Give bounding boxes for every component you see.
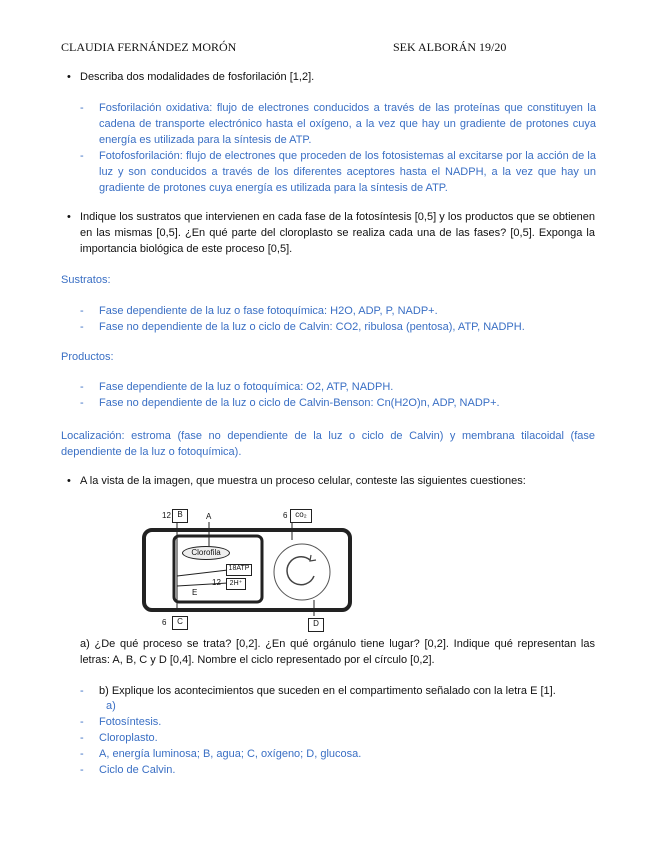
photosynthesis-diagram — [140, 500, 370, 640]
producto-item: - Fase no dependiente de la luz o ciclo de Calvin-Benson: Cn(H2O)n, ADP, NADP+. — [80, 397, 500, 409]
question-2: • Indique los sustratos que intervienen en cada fase de la fotosíntesis [0,5] y los productos que se obtienen en las mismas [0,5]. ¿En qué parte del cloroplasto se realiza cada una de las fases? [0,5]. Exponga la importancia biológica de este proceso [0,5]. — [67, 211, 595, 255]
label-e: E — [192, 588, 198, 597]
question-3b-text: b) Explique los acontecimientos que suceden en el compartimento señalado con la letra E [1]. — [99, 685, 556, 697]
label-a: A — [206, 512, 212, 521]
question-3: • A la vista de la imagen, que muestra un proceso celular, conteste las siguientes cuestiones: — [80, 475, 526, 487]
answer-item-text: Cloroplasto. — [99, 732, 158, 744]
answer-item: - Cloroplasto. — [80, 732, 158, 744]
localizacion: Localización: estroma (fase no dependiente de la luz o ciclo de Calvin) y membrana tilacoidal (fase dependiente de la luz o fotoquímica). — [61, 430, 595, 458]
label-b: B — [172, 509, 188, 523]
sustrato-item: - Fase no dependiente de la luz o ciclo de Calvin: CO2, ribulosa (pentosa), ATP, NADPH. — [80, 321, 525, 333]
answer-item: - Fotosíntesis. — [80, 716, 162, 728]
productos-label: Productos: — [61, 351, 114, 363]
question-3b: - b) Explique los acontecimientos que suceden en el compartimento señalado con la letra E [1]. — [80, 685, 556, 697]
proton-count: 12 — [212, 578, 221, 587]
question-2-text: Indique los sustratos que intervienen en cada fase de la fotosíntesis [0,5] y los productos que se obtienen en las mismas [0,5]. ¿En qué parte del cloroplasto se realiza cada una de las fases? [0,5]. Exponga la importancia biológica de este proceso [0,5]. — [80, 211, 595, 255]
question-3b-marker: a) — [106, 700, 116, 712]
water-count: 12 — [162, 511, 171, 520]
producto-item-text: Fase no dependiente de la luz o ciclo de Calvin-Benson: Cn(H2O)n, ADP, NADP+. — [99, 397, 500, 409]
school-year: SEK ALBORÁN 19/20 — [393, 40, 507, 54]
question-1: • Describa dos modalidades de fosforilación [1,2]. — [80, 71, 314, 83]
answer-photophosphorylation-text: Fotofosforilación: flujo de electrones que proceden de los fotosistemas al excitarse por la acción de la luz y son conducidos a través de los diferentes aceptores hasta el NADPH, a la vez que hay un gradiente de protones cuya energía es utilizada para la síntesis de ATP. — [99, 150, 596, 194]
sustrato-item-text: Fase dependiente de la luz o fase fotoquímica: H2O, ADP, P, NADP+. — [99, 305, 438, 317]
answer-item-text: Fotosíntesis. — [99, 716, 162, 728]
answer-item: - A, energía luminosa; B, agua; C, oxígeno; D, glucosa. — [80, 748, 362, 760]
answer-item: - Ciclo de Calvin. — [80, 764, 176, 776]
chlorophyll-ellipse: Clorofila — [182, 546, 230, 560]
sustrato-item: - Fase dependiente de la luz o fase fotoquímica: H2O, ADP, P, NADP+. — [80, 305, 438, 317]
sustrato-item-text: Fase no dependiente de la luz o ciclo de Calvin: CO2, ribulosa (pentosa), ATP, NADPH. — [99, 321, 525, 333]
answer-photophosphorylation: - Fotofosforilación: flujo de electrones que proceden de los fotosistemas al excitarse por la acción de la luz y son conducidos a través de los diferentes aceptores hasta el NADPH, a la vez que hay un gradiente de protones cuya energía es utilizada para la síntesis de ATP. — [80, 150, 596, 194]
producto-item: - Fase dependiente de la luz o fotoquímica: O2, ATP, NADPH. — [80, 381, 394, 393]
answer-oxidative-text: Fosforilación oxidativa: flujo de electrones conducidos a través de las proteínas que constituyen la cadena de transporte electrónico hasta el oxígeno, a la vez que hay un gradiente de protones cuya energía es utilizada para la síntesis de ATP. — [99, 102, 596, 146]
label-c: C — [172, 616, 188, 630]
answer-item-text: Ciclo de Calvin. — [99, 764, 176, 776]
label-d: D — [308, 618, 324, 632]
question-3a: a) ¿De qué proceso se trata? [0,2]. ¿En qué orgánulo tiene lugar? [0,2]. Indique qué representan las letras: A, B, C y D [0,4]. Nombre el ciclo representado por el círculo [0,2]. — [80, 638, 595, 666]
sustratos-label: Sustratos: — [61, 274, 111, 286]
proton-box: 2H⁺ — [226, 578, 246, 590]
oxygen-count: 6 — [162, 618, 167, 627]
producto-item-text: Fase dependiente de la luz o fotoquímica: O2, ATP, NADPH. — [99, 381, 394, 393]
author-name: CLAUDIA FERNÁNDEZ MORÓN — [61, 40, 237, 54]
co2-count: 6 — [283, 511, 288, 520]
atp-box: 18ATP — [226, 564, 252, 576]
co2-box: co₂ — [290, 509, 312, 523]
answer-oxidative: - Fosforilación oxidativa: flujo de electrones conducidos a través de las proteínas que constituyen la cadena de transporte electrónico hasta el oxígeno, a la vez que hay un gradiente de protones cuya energía es utilizada para la síntesis de ATP. — [80, 102, 596, 146]
answer-item-text: A, energía luminosa; B, agua; C, oxígeno; D, glucosa. — [99, 748, 362, 760]
